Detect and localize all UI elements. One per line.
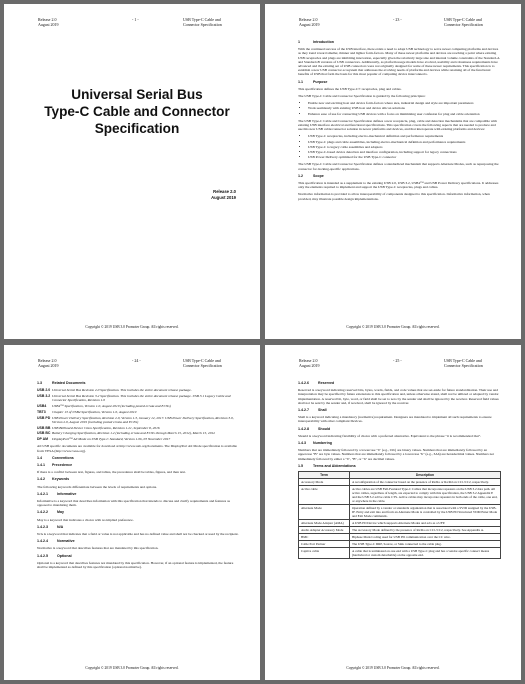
term-cell: Audio Adapter Accessory Mode [299, 527, 350, 534]
section-heading-reserved: 1.4.2.6 Reserved [298, 381, 335, 385]
section-heading-should: 1.4.2.8 Should [298, 426, 331, 431]
page-header [299, 358, 501, 374]
section-heading-numbering: 1.4.3 Numbering [298, 441, 332, 446]
paragraph: All USB specific documents are available for download at http://www.usb.org/documents. The DisplayPort Alt Mode specification is available from VESA (http://www.vesa.org). [37, 444, 237, 453]
header-release: Release 2.0 August 2019 [38, 358, 59, 368]
reference-item: USB BC Battery Charging Specification, Revision 1.2 (including errata and ECNs through March 15, 2012), March 15, 2012 [37, 431, 215, 436]
bullet-list [298, 101, 501, 116]
paragraph: With the continued success of the USB interface, there exists a need to adapt USB technology to serve newer computing platforms and devices as they trend toward smaller, thinner and lighter form-factors. Many of these newer platforms and devices are reaching a point where existing USB receptacles and plugs are inhibiting innovation, especially given the relatively large size and internal volume constraints of the Standard-A and Standard-B versions of USB connectors. Additionally, as platform usage models have evolved, usability and robustness requirements have advanced and the existing set of USB connectors were not originally designed for some of these newer requirements. This specification is to establish a new USB connector ecosystem that addresses the evolving needs of platforms and devices while retaining all of the functional benefits of USB that form the basis for this most popular of computing device interconnects. [298, 47, 500, 77]
reference-item: USB 2.0 Universal Serial Bus Revision 2.0 Specification. This includes the entire document release package. [37, 388, 192, 393]
term-cell: BMC [299, 534, 350, 541]
header-release: Release 2.0 August 2019 [299, 17, 320, 27]
paragraph: Normative is a keyword that describes features that are mandated by this specification. [37, 546, 159, 551]
term-cell: Active cable [299, 486, 350, 505]
table-row [299, 541, 501, 548]
paragraph: If there is a conflict between text, figures, and tables, the precedence shall be tables, figures, and then text. [37, 470, 186, 475]
section-heading-keywords: 1.4.2 Keywords [37, 477, 70, 482]
description-cell: The USB Type-C DRP, Source, or Sink connected to the cable plug. [350, 541, 501, 548]
section-heading-na: 1.4.2.3 N/A [37, 524, 64, 529]
section-heading-terms: 1.5 Terms and Abbreviations [298, 463, 356, 468]
page-footer: Copyright © 2019 USB 3.0 Promoter Group. All rights reserved. [346, 325, 440, 329]
header-doc-title: USB Type-C Cable and Connector Specification [444, 358, 483, 368]
paragraph: The USB Type-C Cable and Connector Specification defines a new receptacle, plug, cable and detection mechanisms that are compatible with existing USB interface electrical and functional specifications. This specification covers the following aspects that are needed to produce and use this new USB cable/connector solution in newer platforms and devices, and that interoperate with existing platforms and devices: [298, 118, 498, 132]
description-cell: A cable that is terminated on one end with a USB Type-C plug and has a vendor-specific connect means (hardwired or custom detachable) on the opposite end. [350, 548, 501, 559]
paragraph: Optional is a keyword that describes features not mandated by this specification. However, if an optional feature is implemented, the feature shall be implemented as defined by this specification (optional normative). [37, 560, 234, 570]
table-row [299, 505, 501, 520]
title-line: Type-C Cable and Connector [44, 104, 230, 119]
column-header: Term [299, 472, 350, 479]
page-footer: Copyright © 2019 USB 3.0 Promoter Group. All rights reserved. [346, 666, 440, 670]
release-info [211, 189, 236, 200]
section-heading-conventions: 1.4 Conventions [37, 455, 74, 460]
paragraph: May is a keyword that indicates a choice with no implied preference. [37, 517, 134, 522]
page-body [298, 379, 501, 559]
table-row [299, 520, 501, 527]
page-body [37, 379, 240, 572]
term-cell: Alternate Mode [299, 505, 350, 520]
list-item: • USB Type-C-based device detection and interface configuration, including support for legacy connections [308, 150, 501, 154]
paragraph: Shall is a keyword indicating a mandatory (normative) requirement. Designers are mandated to implement all such requirements to ensure interoperability with other compliant Devices. [298, 415, 492, 424]
paragraph: Numbers that are immediately followed by a lowercase "b" (e.g., 01b) are binary values. Numbers that are immediately followed by an uppercase "B" are byte values. Numbers that are immediately followed by a lowercase "h" (e.g., 3Ah) are hexadecimal values. Numbers not immediately followed by either a "b", "B", or "h" are decimal values. [298, 448, 495, 461]
column-header: Description [350, 472, 501, 479]
term-cell: Captive cable [299, 548, 350, 559]
paragraph: This specification is intended as a supplement to the existing USB 2.0, USB 3.2, USB4™ and USB Power Delivery specifications. It addresses only the elements required to implement and support the USB Type-C receptacles, plugs and cables. [298, 181, 499, 190]
paragraph: Informative is a keyword that describes information with this specification that intends to discuss and clarify requirements and features as opposed to mandating them. [37, 499, 230, 508]
list-item: • USB Power Delivery optimized for the USB Type-C connector [308, 155, 501, 159]
reference-item: USB 3.2 Universal Serial Bus Revision 3.2 Specification. This includes the entire document release package. USB 3.1 Legacy Cable and Connector Specification, Revision 1.0 [37, 394, 231, 403]
section-heading-may: 1.4.2.2 May [37, 510, 64, 515]
list-item: • USB Type-C plugs and cable assemblies, including electro-mechanical definition and performance requirements [308, 140, 501, 144]
list-item: • Work seamlessly with existing USB host and device silicon solutions [308, 106, 501, 110]
section-heading-introduction: 1 Introduction [298, 40, 334, 44]
header-page-number: - 25 - [393, 358, 402, 363]
paragraph: Normative information is provided to allow interoperability of components designed to this specification. Informative information, when provided, may illustrate possible design implementations. [298, 192, 490, 201]
paragraph: The following keywords differentiate between the levels of requirements and options. [37, 484, 157, 489]
terms-table [298, 471, 501, 559]
paragraph: The USB Type-C Cable and Connector Specification defines a standardized mechanism that supports Alternate Modes, such as repurposing the connector for docking-specific applications. [298, 162, 499, 171]
description-cell: Operation defined by a vendor or standards organization that is associated with a SVID assigned by the USB-IF. Entry and exit into and from an Alternate Mode is controlled by the USB PD Structured VDM Enter Mode and Exit Mode commands. [350, 505, 501, 520]
release-version: Release 2.0 [213, 189, 236, 194]
reference-item: USB BB USB Billboard Device Class Specification, Revision 1.21, September 8, 2016 [37, 425, 160, 430]
table-row [299, 479, 501, 486]
paragraph: This specification defines the USB Type-C® receptacles, plug and cables. [298, 86, 402, 91]
page-header [299, 17, 501, 33]
document-title [30, 86, 244, 137]
section-heading-purpose: 1.1 Purpose [298, 79, 328, 84]
release-date: August 2019 [211, 194, 236, 200]
description-cell: A USB PD Device which supports Alternate Modes and acts as a UFP. [350, 520, 501, 527]
table-row [299, 486, 501, 505]
list-item: • Enhance ease of use for connecting USB devices with a focus on minimizing user confusion for plug and cable orientation [308, 112, 501, 116]
header-release: Release 2.0 August 2019 [299, 358, 320, 368]
page-header [38, 17, 240, 33]
term-cell: Accessory Mode [299, 479, 350, 486]
list-item: • USB Type-C to legacy cable assemblies and adapters [308, 145, 501, 149]
section-heading-informative: 1.4.2.1 Informative [37, 491, 77, 496]
reference-list [37, 388, 240, 441]
header-doc-title: USB Type-C Cable and Connector Specification [444, 17, 483, 27]
page-body [298, 38, 501, 204]
bullet-list [298, 134, 501, 159]
reference-item: TBT3 Chapter 13 of USB4 Specification, Version 1.0, August 2019 [37, 409, 137, 414]
header-doc-title: USB Type-C Cable and Connector Specification [183, 17, 222, 27]
header-doc-title: USB Type-C Cable and Connector Specification [183, 358, 222, 368]
section-heading-shall: 1.4.2.7 Shall [298, 408, 327, 413]
header-page-number: - 23 - [393, 17, 402, 22]
table-row [299, 548, 501, 559]
term-cell: Cable Port Partner [299, 541, 350, 548]
description-cell: A reconfiguration of the connector based on the presence of Ra/Ra or Ra/Rd on CC1/CC2, respectively. [350, 479, 501, 486]
reference-item: USB4 USB4™ Specification, Version 1.0, August 2019 (including posted errata and ECNs) [37, 404, 171, 408]
page-footer: Copyright © 2019 USB 3.0 Promoter Group. All rights reserved. [85, 325, 179, 329]
description-cell: The Accessory Mode defined by the presence of Ra/Ra on CC1/CC2, respectively. See Appendix A. [350, 527, 501, 534]
title-page [4, 4, 260, 339]
list-item: • USB Type-C receptacles, including electro-mechanical definition and performance requirements [308, 134, 501, 138]
list-item: • Enable new and exciting host and device form-factors where size, industrial design and style are important parameters [308, 101, 501, 105]
section-heading-scope: 1.2 Scope [298, 173, 324, 178]
section-heading-optional: 1.4.2.5 Optional [37, 553, 72, 558]
reference-item: USB PD USB Power Delivery Specification, Revision 2.0, Version 1.3, January 12, 2017. USB Power Delivery Specification, Revision 3.0, Version 2.0, August 2019 (including posted errata and ECNs) [37, 415, 234, 424]
table-row [299, 534, 501, 541]
section-heading-precedence: 1.4.1 Precedence [37, 463, 73, 467]
header-page-number: - 1 - [132, 17, 139, 22]
header-page-number: - 24 - [132, 358, 141, 363]
table-row [299, 527, 501, 534]
paragraph: N/A is a keyword that indicates that a field or value is not applicable and has no defined value and shall not be checked or used by the recipient. [37, 532, 239, 537]
paragraph: The USB Type-C Cable and Connector Specification is guided by the following principles: [298, 94, 426, 99]
page-footer: Copyright © 2019 USB 3.0 Promoter Group. All rights reserved. [85, 666, 179, 670]
reference-item: DP AM DisplayPort™ Alt Mode on USB Type-C Standard, Version 1.0b, 03 November 2017 [37, 437, 171, 442]
introduction-page [265, 4, 521, 339]
title-line: Specification [94, 121, 180, 136]
page-header [38, 358, 240, 374]
table-header-row [299, 472, 501, 479]
terms-page [265, 345, 521, 680]
paragraph: Reserved is a keyword indicating reserved bits, bytes, words, fields, and code values that are set-aside for future standardization. Their use and interpretation may be specified by future extensions to this specification and, unless otherwise stated, shall not be utilized or adapted by vendor implementation. A reserved bit, byte, word, or field shall be set to zero by the sender and shall be ignored by the receiver. Reserved field values shall not be sent by the sender and, if received, shall be ignored by the receiver. [298, 388, 499, 405]
section-heading-normative: 1.4.2.4 Normative [37, 539, 75, 544]
header-release: Release 2.0 August 2019 [38, 17, 59, 27]
description-cell: Biphase Mark Coding used for USB PD communication over the CC wire. [350, 534, 501, 541]
term-cell: Alternate Mode Adapter (AMA) [299, 520, 350, 527]
section-heading-related-documents: 1.3 Related Documents [37, 381, 86, 385]
title-line: Universal Serial Bus [71, 87, 203, 102]
description-cell: Active cables are USB Full-Featured Type-C Cables that incorporate repeaters on the USB 3.2 data path. All active cables, regardless of length, are expected to comply with this specification, the USB 3.2 Appendix E and the USB 3.2 active cable CTS. Active cables may incorporate repeaters in both ends of the cable, one end, or anywhere in the cable. [350, 486, 501, 505]
related-documents-page [4, 345, 260, 680]
paragraph: Should is a keyword indicating flexibility of choice with a preferred alternative. Equivalent to the phrase "it is recommended that". [298, 433, 482, 438]
